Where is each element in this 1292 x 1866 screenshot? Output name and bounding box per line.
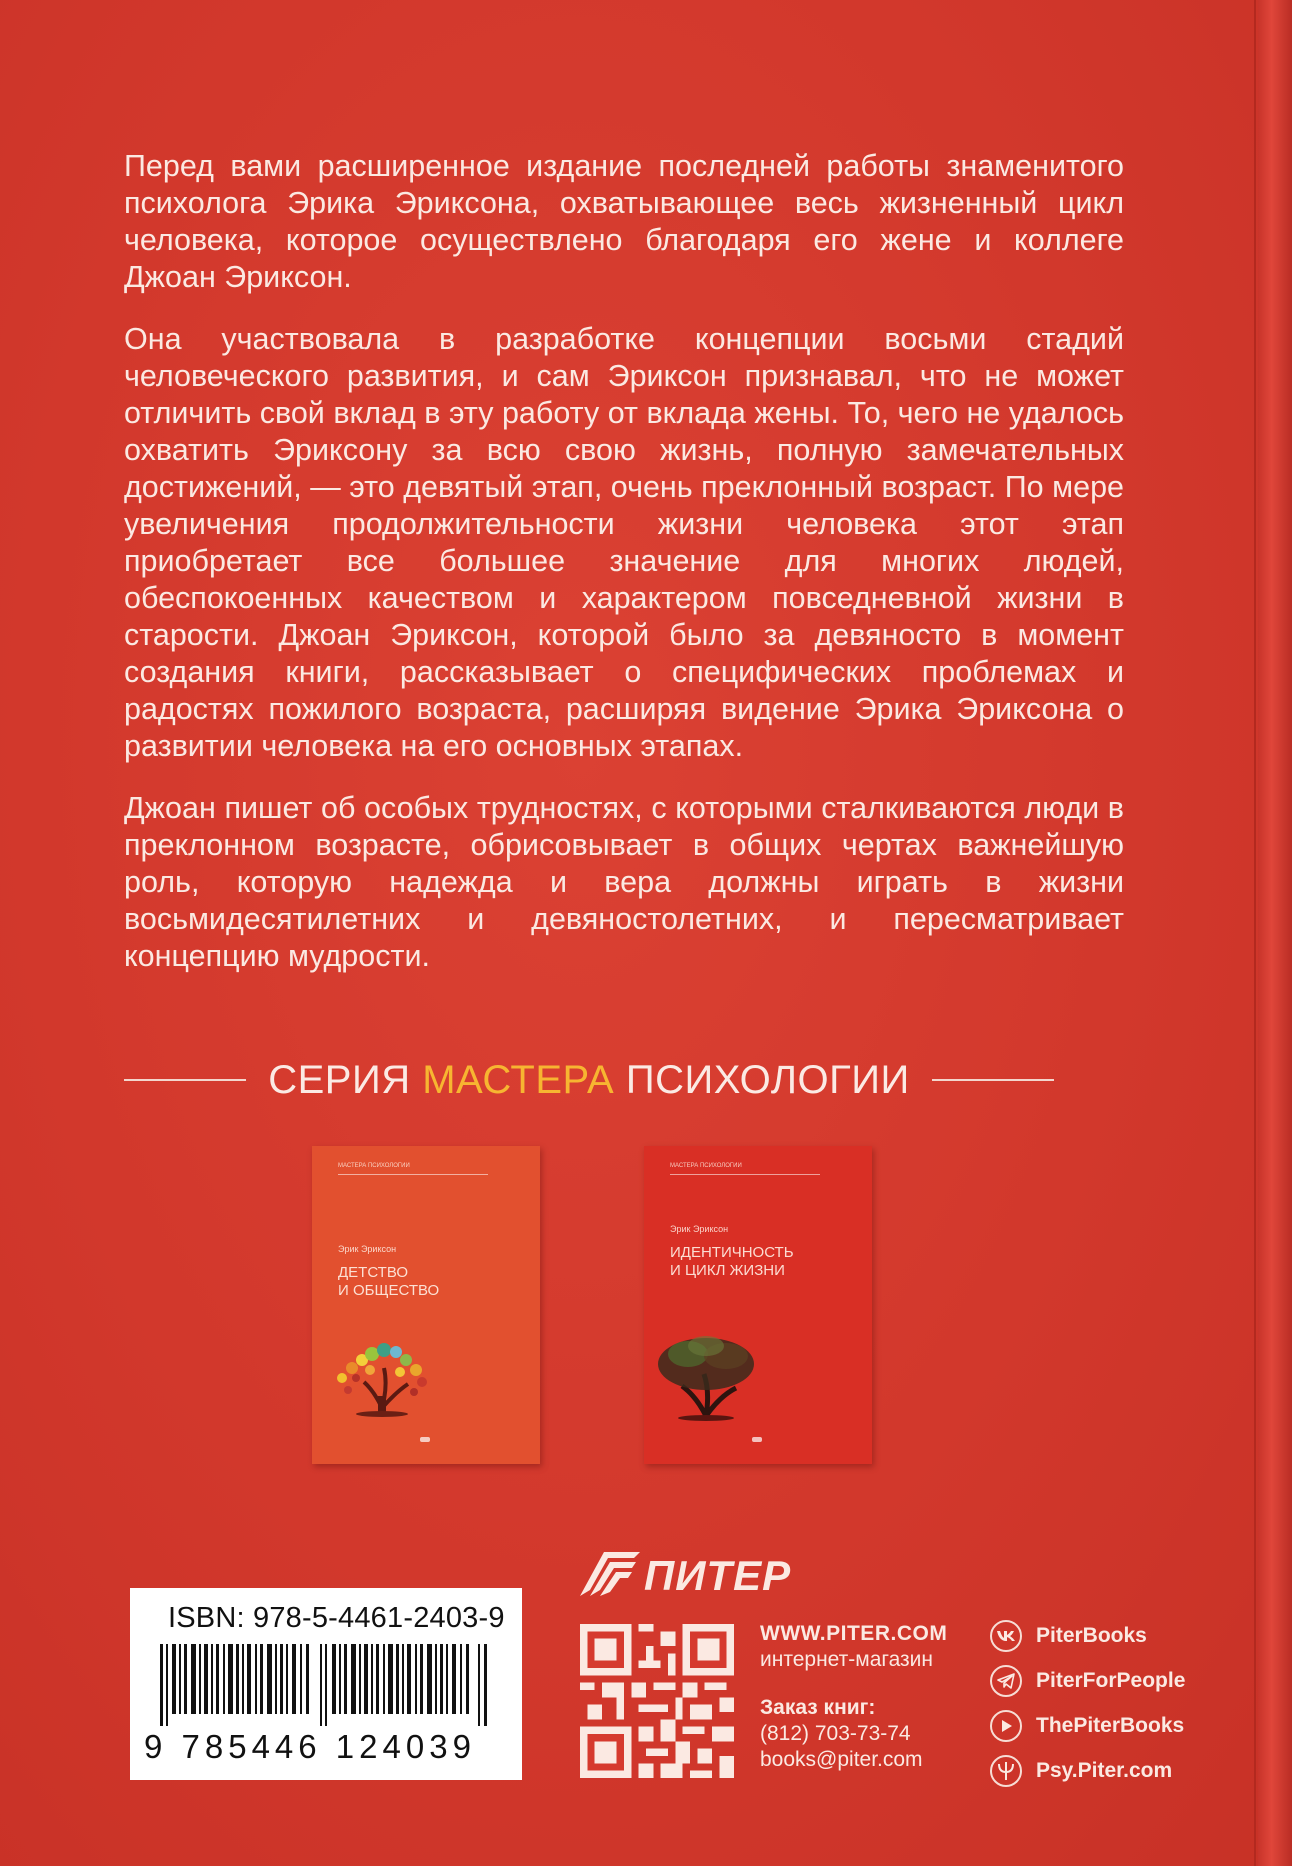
tree-illustration bbox=[644, 1146, 872, 1464]
series-prefix: СЕРИЯ bbox=[268, 1057, 411, 1102]
series-book-1 bbox=[312, 1146, 540, 1464]
description-paragraph-2: Она участвовала в разработке концепции восьми стадий человеческого развития, и сам Эриксон признавал, что не может отличить свой вклад в эту работу от вклада жены. То, чего не удалось охватить Эриксону за всю свою жизнь, полную замечательных достижений, — это девятый этап, очень преклонный возраст. По мере увеличения продолжительности жизни человека этот этап приобретает все большее значение для многих людей, обеспокоенных качеством и характером повседневной жизни в старости. Джоан Эриксон, которой было за девяносто в момент создания книги, рассказывает о специфических проблемах и радостях пожилого возраста, расширяя видение Эрика Эриксона о развитии человека на его основных этапах. bbox=[124, 322, 1124, 763]
book-publisher-mark bbox=[420, 1437, 430, 1442]
description-paragraph-1: Перед вами расширенное издание последней работы знаменитого психолога Эрика Эриксона, охватывающее весь жизненный цикл человека, которое осуществлено благодаря его жене и коллеге Джоан Эриксон. bbox=[124, 149, 1124, 294]
barcode-panel bbox=[130, 1588, 522, 1780]
website-caption: интернет-магазин bbox=[760, 1648, 933, 1671]
book-title-line-2: И ОБЩЕСТВО bbox=[338, 1282, 440, 1299]
book-title-line-1: ДЕТСТВО bbox=[338, 1264, 408, 1281]
qr-code bbox=[580, 1624, 734, 1778]
barcode-digits: 9 785446 124039 bbox=[144, 1728, 476, 1765]
series-suffix: ПСИХОЛОГИИ bbox=[625, 1057, 910, 1102]
email-link[interactable]: books@piter.com bbox=[760, 1748, 923, 1771]
social-label: ThePiterBooks bbox=[1036, 1714, 1185, 1737]
play-icon bbox=[990, 1710, 1022, 1742]
vk-icon bbox=[990, 1620, 1022, 1652]
spine-edge bbox=[1258, 0, 1292, 1866]
book-title-line-2: И ЦИКЛ ЖИЗНИ bbox=[670, 1262, 785, 1279]
social-item-telegram[interactable] bbox=[990, 1663, 1185, 1699]
order-label: Заказ книг: bbox=[760, 1696, 876, 1719]
series-rule-left bbox=[124, 1079, 246, 1081]
social-item-psy[interactable] bbox=[990, 1753, 1185, 1789]
description-paragraph-3: Джоан пишет об особых трудностях, с которыми сталкиваются люди в преклонном возрасте, обрисовывает в общих чертах важнейшую роль, которую надежда и вера должны играть в жизни восьмидесятилетних и девяностолетних, и пересматривает концепцию мудрости. bbox=[124, 791, 1124, 973]
website-link[interactable]: WWW.PITER.COM bbox=[760, 1622, 948, 1645]
telegram-icon bbox=[990, 1665, 1022, 1697]
psi-icon bbox=[990, 1755, 1022, 1787]
book-publisher-mark bbox=[752, 1437, 762, 1442]
social-links bbox=[990, 1618, 1185, 1798]
barcode-bars bbox=[160, 1644, 495, 1726]
social-label: PiterForPeople bbox=[1036, 1669, 1186, 1692]
isbn: ISBN: 978-5-4461-2403-9 bbox=[168, 1602, 505, 1634]
social-label: Psy.Piter.com bbox=[1036, 1759, 1173, 1782]
book-series-label: МАСТЕРА ПСИХОЛОГИИ bbox=[338, 1163, 410, 1169]
book-series-label: МАСТЕРА ПСИХОЛОГИИ bbox=[670, 1163, 742, 1169]
series-accent: МАСТЕРА bbox=[422, 1057, 615, 1102]
tree-illustration bbox=[312, 1146, 540, 1464]
social-label: PiterBooks bbox=[1036, 1624, 1147, 1647]
series-book-2 bbox=[644, 1146, 872, 1464]
book-author: Эрик Эриксон bbox=[670, 1224, 729, 1234]
series-heading bbox=[124, 1052, 1054, 1108]
social-item-youtube[interactable] bbox=[990, 1708, 1185, 1744]
book-author: Эрик Эриксон bbox=[338, 1244, 397, 1254]
contact-block bbox=[760, 1622, 947, 1772]
phone-number: (812) 703-73-74 bbox=[760, 1722, 911, 1745]
book-description bbox=[124, 148, 1124, 1000]
series-title bbox=[268, 1058, 910, 1103]
book-title-line-1: ИДЕНТИЧНОСТЬ bbox=[670, 1244, 794, 1261]
publisher-name: ПИТЕР bbox=[644, 1552, 792, 1599]
spine-line bbox=[1254, 0, 1256, 1866]
series-rule-right bbox=[932, 1079, 1054, 1081]
social-item-vk[interactable] bbox=[990, 1618, 1185, 1654]
piter-logo-icon bbox=[574, 1544, 644, 1604]
publisher-logo bbox=[574, 1544, 842, 1604]
